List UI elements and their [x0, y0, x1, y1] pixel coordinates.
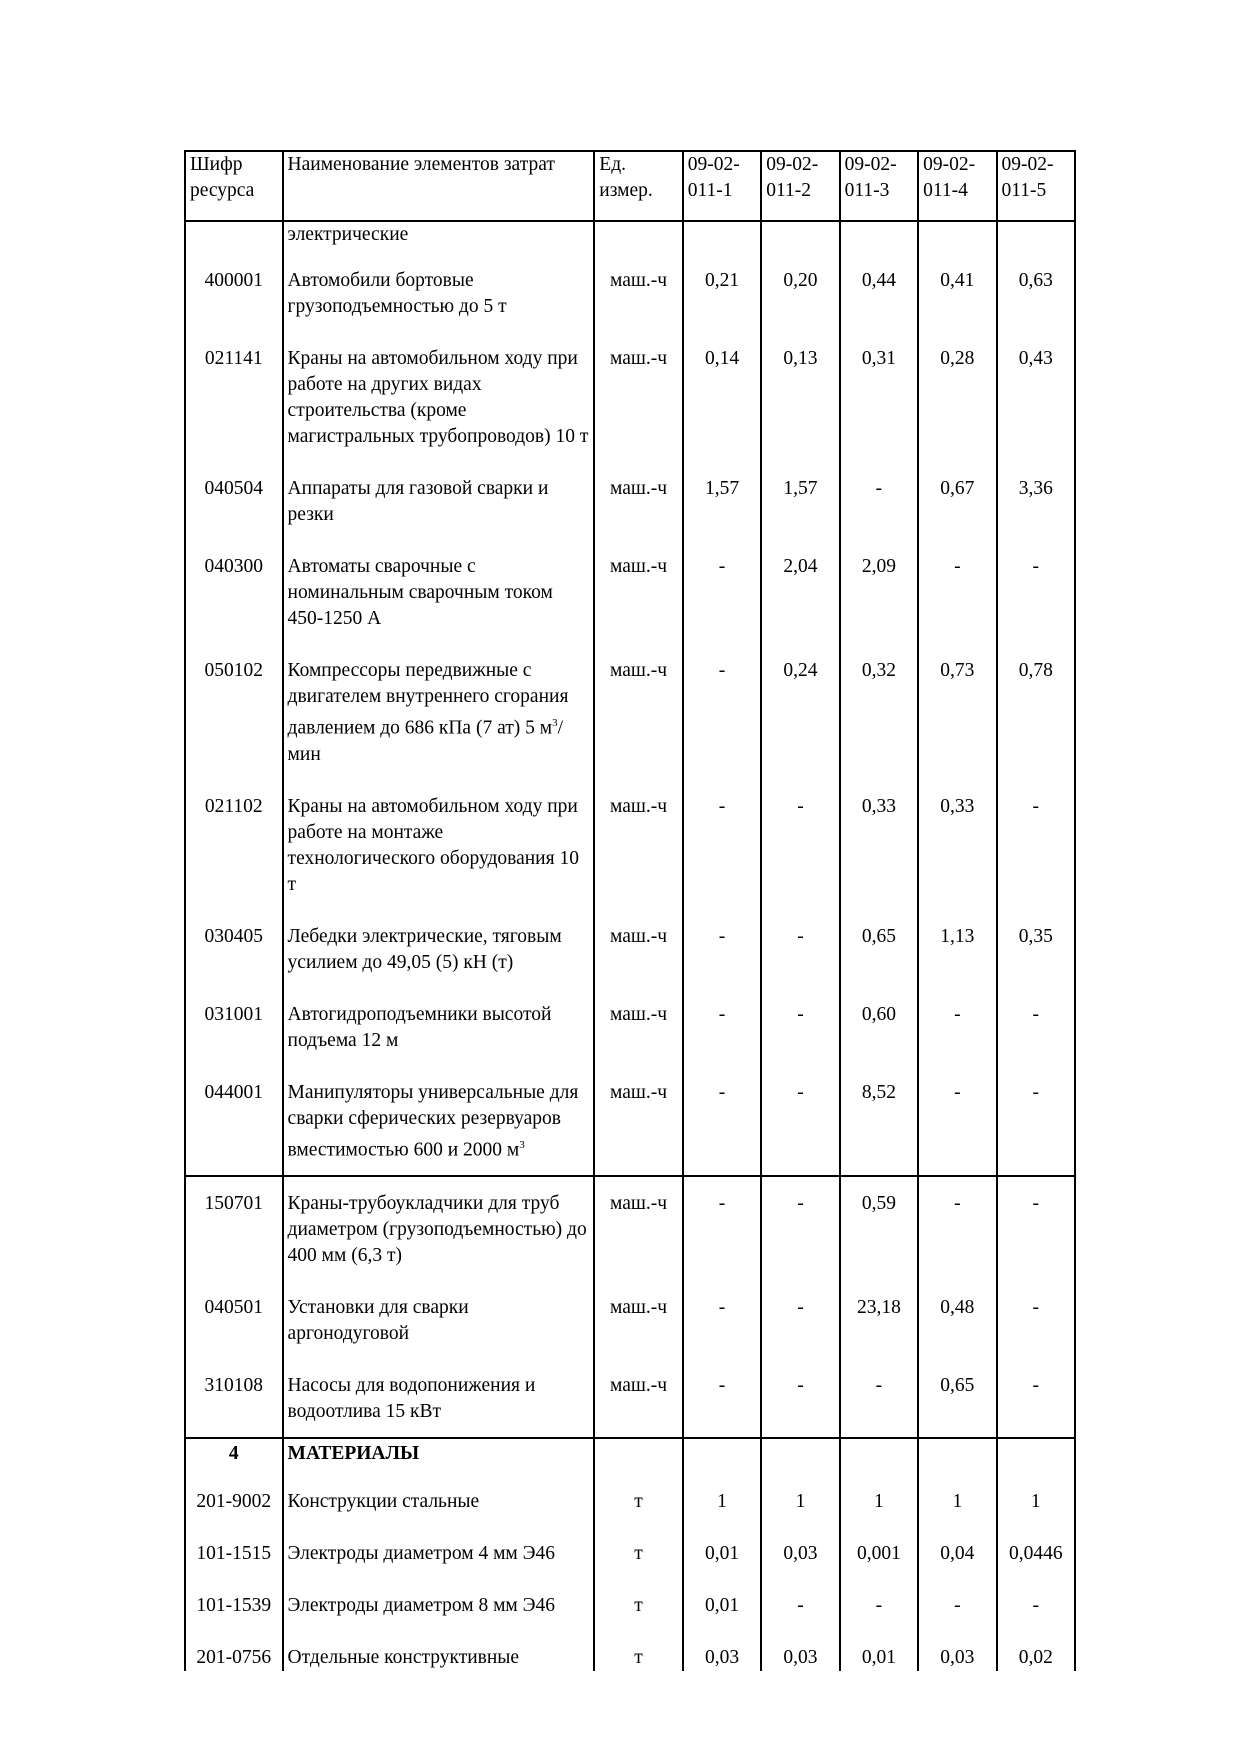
resource-name-text: Автомобили бортовые грузоподъемностью до 5 т	[287, 270, 507, 317]
resource-code: 031001	[185, 988, 283, 1066]
table-row	[185, 1359, 1075, 1438]
continuation-text: электрические	[283, 221, 595, 254]
resource-code: 050102	[185, 644, 283, 780]
resource-unit: маш.-ч	[594, 1359, 682, 1438]
section-empty-cell	[761, 1438, 839, 1475]
norm-value: 1	[683, 1475, 761, 1527]
table-row	[185, 1527, 1075, 1579]
resource-code: 150701	[185, 1176, 283, 1281]
resource-name	[283, 1066, 595, 1177]
resource-name-text: Электроды диаметром 8 мм Э46	[287, 1595, 556, 1616]
table-row	[185, 780, 1075, 910]
table-row	[185, 254, 1075, 332]
section-empty-cell	[997, 1438, 1075, 1475]
norm-value: 0,31	[840, 332, 918, 462]
resource-name	[283, 332, 595, 462]
table-row	[185, 1631, 1075, 1671]
norm-value: 1	[918, 1475, 996, 1527]
resource-name-tail: /мин	[287, 717, 564, 765]
header-col-4: 09-02-011-4	[918, 151, 996, 221]
resource-code: 101-1515	[185, 1527, 283, 1579]
section-row-materials	[185, 1438, 1075, 1475]
header-col-5: 09-02-011-5	[997, 151, 1075, 221]
continuation-row	[185, 221, 1075, 254]
table-row	[185, 1176, 1075, 1281]
norm-value: 1	[997, 1475, 1075, 1527]
norm-value: -	[997, 1359, 1075, 1438]
resource-unit: маш.-ч	[594, 1281, 682, 1359]
norm-value: 0,03	[761, 1631, 839, 1671]
norm-value: -	[761, 1281, 839, 1359]
norm-value: 0,02	[997, 1631, 1075, 1671]
resource-name-text: Автоматы сварочные с номинальным сварочным током 450-1250 А	[287, 556, 553, 629]
resource-unit: маш.-ч	[594, 910, 682, 988]
resource-unit: маш.-ч	[594, 462, 682, 540]
norm-value: -	[997, 1579, 1075, 1631]
resource-name	[283, 1527, 595, 1579]
norm-value: -	[997, 988, 1075, 1066]
norm-value: 0,28	[918, 332, 996, 462]
norm-value: -	[683, 1176, 761, 1281]
norm-value: 0,001	[840, 1527, 918, 1579]
header-col-3: 09-02-011-3	[840, 151, 918, 221]
norm-value: -	[918, 1579, 996, 1631]
norm-value: -	[761, 988, 839, 1066]
resource-name-text: Лебедки электрические, тяговым усилием до 49,05 (5) кН (т)	[287, 925, 562, 973]
norm-value: 0,33	[840, 780, 918, 910]
resource-code: 201-0756	[185, 1631, 283, 1671]
norm-value: -	[997, 1066, 1075, 1177]
resource-name	[283, 1176, 595, 1281]
norm-value: -	[761, 1066, 839, 1177]
resource-name-text: Автогидроподъемники высотой подъема 12 м	[287, 1003, 552, 1051]
norm-value: 2,09	[840, 540, 918, 644]
resource-name-text: Краны на автомобильном ходу при работе на монтаже технологического оборудования 10 т	[287, 795, 579, 895]
norm-value: -	[918, 540, 996, 644]
norm-value: -	[997, 540, 1075, 644]
norm-value: 23,18	[840, 1281, 918, 1359]
resource-name-text: Отдельные конструктивные	[287, 1647, 520, 1668]
header-name: Наименование элементов затрат	[283, 151, 595, 221]
norm-value: 0,03	[918, 1631, 996, 1671]
resource-name-text: Аппараты для газовой сварки и резки	[287, 478, 549, 525]
norm-value: 0,01	[683, 1527, 761, 1579]
norm-value: -	[761, 780, 839, 910]
resource-code: 030405	[185, 910, 283, 988]
norm-value: 0,35	[997, 910, 1075, 988]
section-empty-cell	[683, 1438, 761, 1475]
norm-value: -	[997, 1176, 1075, 1281]
resource-name	[283, 1579, 595, 1631]
resource-code: 021141	[185, 332, 283, 462]
resource-unit: маш.-ч	[594, 1176, 682, 1281]
norm-value: 0,41	[918, 254, 996, 332]
table-row	[185, 988, 1075, 1066]
norm-value: 0,44	[840, 254, 918, 332]
table-row	[185, 332, 1075, 462]
resource-unit: т	[594, 1527, 682, 1579]
norm-value: 0,48	[918, 1281, 996, 1359]
resource-code: 044001	[185, 1066, 283, 1177]
resource-code: 400001	[185, 254, 283, 332]
table-row	[185, 1066, 1075, 1177]
norm-value: -	[918, 1066, 996, 1177]
resource-name-text: Краны на автомобильном ходу при работе на других видах строительства (кроме магистральных трубопроводов) 10 т	[287, 348, 589, 447]
norm-value: 1,13	[918, 910, 996, 988]
resource-name	[283, 644, 595, 780]
resource-name	[283, 910, 595, 988]
norm-value: 0,32	[840, 644, 918, 780]
norm-value: 0,13	[761, 332, 839, 462]
norm-value: 0,03	[761, 1527, 839, 1579]
header-col-2: 09-02-011-2	[761, 151, 839, 221]
norm-value: 0,78	[997, 644, 1075, 780]
resource-unit: т	[594, 1475, 682, 1527]
norm-value: 0,73	[918, 644, 996, 780]
norm-value: -	[840, 462, 918, 540]
resource-code: 101-1539	[185, 1579, 283, 1631]
resource-unit: т	[594, 1631, 682, 1671]
resource-name	[283, 1475, 595, 1527]
norm-value: -	[683, 988, 761, 1066]
table-row	[185, 540, 1075, 644]
resource-norms-table	[184, 150, 1076, 1671]
norm-value: 0,65	[918, 1359, 996, 1438]
norm-value: -	[918, 988, 996, 1066]
norm-value: -	[683, 1281, 761, 1359]
resource-unit: маш.-ч	[594, 780, 682, 910]
resource-name	[283, 540, 595, 644]
norm-value: 1	[761, 1475, 839, 1527]
norm-value: 0,21	[683, 254, 761, 332]
norm-value: 0,01	[840, 1631, 918, 1671]
norm-value: 0,63	[997, 254, 1075, 332]
resource-name-text: Конструкции стальные	[287, 1491, 480, 1512]
table-row	[185, 1281, 1075, 1359]
norm-value: -	[683, 1359, 761, 1438]
resource-name	[283, 462, 595, 540]
norm-value: 0,24	[761, 644, 839, 780]
norm-value: 0,60	[840, 988, 918, 1066]
norm-value: 1	[840, 1475, 918, 1527]
resource-unit: маш.-ч	[594, 988, 682, 1066]
resource-code: 040504	[185, 462, 283, 540]
resource-unit: т	[594, 1579, 682, 1631]
norm-value: -	[997, 780, 1075, 910]
resource-code: 201-9002	[185, 1475, 283, 1527]
norm-value: 0,20	[761, 254, 839, 332]
resource-name	[283, 1631, 595, 1671]
resource-name-text: Электроды диаметром 4 мм Э46	[287, 1543, 556, 1564]
header-code: Шифр ресурса	[185, 151, 283, 221]
norm-value: -	[683, 540, 761, 644]
norm-value: -	[761, 1579, 839, 1631]
norm-value: 8,52	[840, 1066, 918, 1177]
norm-value: -	[761, 910, 839, 988]
table-header-row	[185, 151, 1075, 221]
resource-name-text: Краны-трубоукладчики для труб диаметром (грузоподъемностью) до 400 мм (6,3 т)	[287, 1193, 587, 1266]
section-empty-cell	[918, 1438, 996, 1475]
resource-name	[283, 988, 595, 1066]
resource-name-text: Компрессоры передвижные с двигателем внутреннего сгорания давлением до 686 кПа (7 ат) 5 м	[287, 660, 569, 739]
norm-value: -	[683, 910, 761, 988]
norm-value: 0,33	[918, 780, 996, 910]
resource-name	[283, 780, 595, 910]
resource-name	[283, 1359, 595, 1438]
norm-value: -	[683, 644, 761, 780]
norm-value: 1,57	[683, 462, 761, 540]
norm-value: 0,65	[840, 910, 918, 988]
norm-value: 2,04	[761, 540, 839, 644]
norm-value: 0,59	[840, 1176, 918, 1281]
norm-value: 0,43	[997, 332, 1075, 462]
resource-unit: маш.-ч	[594, 644, 682, 780]
table-row	[185, 462, 1075, 540]
norm-value: 0,03	[683, 1631, 761, 1671]
header-col-1: 09-02-011-1	[683, 151, 761, 221]
norm-value: -	[683, 780, 761, 910]
resource-name-text: Манипуляторы универсальные для сварки сферических резервуаров вместимостью 600 и 2000 м	[287, 1081, 579, 1160]
norm-value: -	[918, 1176, 996, 1281]
resource-name-text: Насосы для водопонижения и водоотлива 15 кВт	[287, 1375, 536, 1422]
norm-value: -	[761, 1176, 839, 1281]
table-row	[185, 644, 1075, 780]
norm-value: 0,0446	[997, 1527, 1075, 1579]
norm-value: -	[840, 1579, 918, 1631]
norm-value: -	[840, 1359, 918, 1438]
resource-name-text: Установки для сварки аргонодуговой	[287, 1297, 469, 1344]
table-row	[185, 910, 1075, 988]
norm-value: -	[761, 1359, 839, 1438]
resource-unit: маш.-ч	[594, 1066, 682, 1177]
resource-code: 040501	[185, 1281, 283, 1359]
resource-unit: маш.-ч	[594, 540, 682, 644]
norm-value: 0,01	[683, 1579, 761, 1631]
unit-superscript: 3	[552, 717, 558, 729]
section-title: МАТЕРИАЛЫ	[283, 1438, 595, 1475]
norm-value: 0,04	[918, 1527, 996, 1579]
resource-code: 310108	[185, 1359, 283, 1438]
section-empty-cell	[594, 1438, 682, 1475]
section-empty-cell	[840, 1438, 918, 1475]
norm-value: 0,14	[683, 332, 761, 462]
table-row	[185, 1475, 1075, 1527]
norm-value: -	[683, 1066, 761, 1177]
resource-code: 021102	[185, 780, 283, 910]
resource-unit: маш.-ч	[594, 254, 682, 332]
resource-unit: маш.-ч	[594, 332, 682, 462]
resource-name	[283, 1281, 595, 1359]
norm-value: 0,67	[918, 462, 996, 540]
resource-code: 040300	[185, 540, 283, 644]
table-row	[185, 1579, 1075, 1631]
section-number: 4	[185, 1438, 283, 1475]
resource-name	[283, 254, 595, 332]
header-unit: Ед. измер.	[594, 151, 682, 221]
unit-superscript: 3	[519, 1138, 525, 1151]
norm-value: 3,36	[997, 462, 1075, 540]
norm-value: -	[997, 1281, 1075, 1359]
norm-value: 1,57	[761, 462, 839, 540]
continuation-code	[185, 221, 283, 254]
